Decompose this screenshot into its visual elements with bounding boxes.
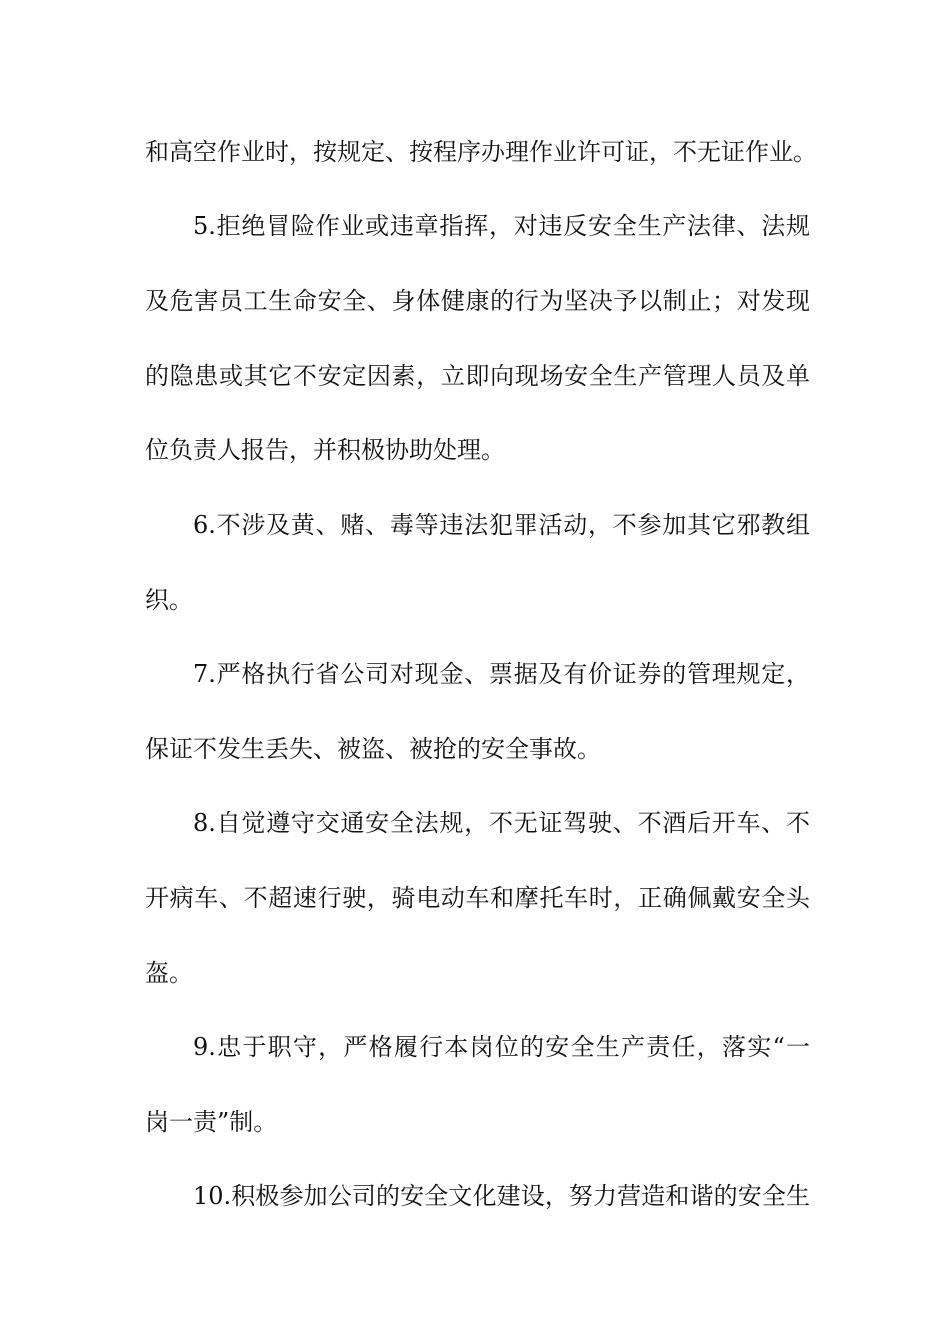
text-line: 岗一责”制。 — [145, 1108, 278, 1136]
text-line: 8.自觉遵守交通安全法规，不无证驾驶、不酒后开车、不 — [193, 809, 810, 837]
text-line: 盔。 — [145, 959, 193, 987]
text-line: 6.不涉及黄、赌、毒等违法犯罪活动，不参加其它邪教组 — [193, 511, 810, 539]
text-line: 10.积极参加公司的安全文化建设，努力营造和谐的安全生 — [193, 1182, 810, 1210]
text-line: 织。 — [145, 586, 193, 614]
text-line: 7.严格执行省公司对现金、票据及有价证券的管理规定， — [193, 660, 810, 688]
text-line: 的隐患或其它不安定因素，立即向现场安全生产管理人员及单 — [145, 362, 810, 390]
text-line: 及危害员工生命安全、身体健康的行为坚决予以制止；对发现 — [145, 287, 810, 315]
text-line: 开病车、不超速行驶，骑电动车和摩托车时，正确佩戴安全头 — [145, 884, 810, 912]
text-line: 和高空作业时，按规定、按程序办理作业许可证，不无证作业。 — [145, 138, 817, 166]
text-line: 保证不发生丢失、被盗、被抢的安全事故。 — [145, 735, 601, 763]
text-line: 5.拒绝冒险作业或违章指挥，对违反安全生产法律、法规 — [193, 212, 810, 240]
text-line: 位负责人报告，并积极协助处理。 — [145, 436, 505, 464]
text-line: 9.忠于职守，严格履行本岗位的安全生产责任，落实“一 — [193, 1033, 810, 1061]
